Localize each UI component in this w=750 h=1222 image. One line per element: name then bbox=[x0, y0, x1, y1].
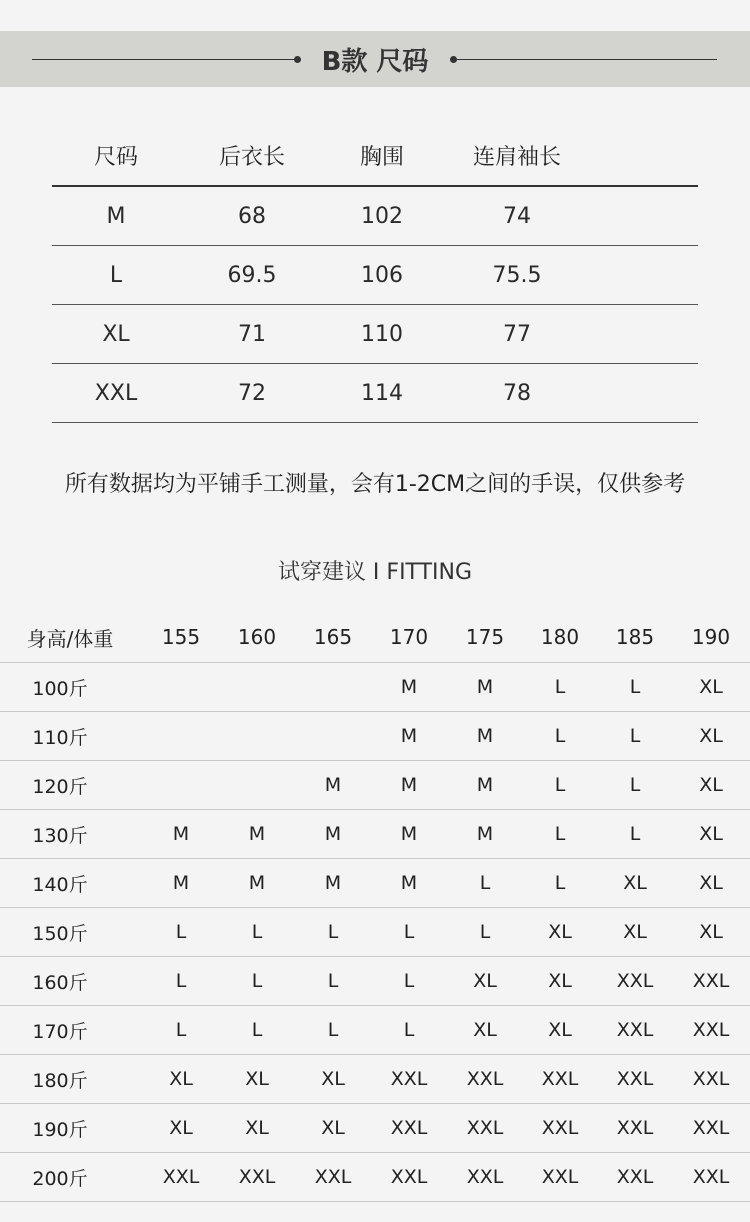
fitting-size-cell: L bbox=[403, 1019, 415, 1041]
fitting-size-cell: XL bbox=[623, 872, 647, 894]
fitting-size-cell: XXL bbox=[692, 1019, 730, 1041]
fitting-table-row bbox=[0, 859, 750, 908]
fitting-size-cell: L bbox=[629, 676, 641, 698]
fitting-size-cell: L bbox=[175, 1019, 187, 1041]
fitting-height-header: 170 bbox=[389, 625, 429, 649]
fitting-title: 试穿建议 I FITTING bbox=[277, 560, 473, 585]
fitting-size-cell: M bbox=[476, 676, 494, 698]
fitting-size-cell: XL bbox=[699, 774, 723, 796]
fitting-size-cell: L bbox=[554, 823, 566, 845]
fitting-size-cell: XXL bbox=[692, 1166, 730, 1188]
fitting-size-cell: XL bbox=[548, 970, 572, 992]
fitting-size-cell: M bbox=[476, 725, 494, 747]
size-header-cell: 胸围 bbox=[359, 144, 404, 170]
fitting-size-cell: M bbox=[400, 774, 418, 796]
size-cell: 74 bbox=[503, 203, 531, 229]
fitting-size-cell: M bbox=[400, 823, 418, 845]
fitting-size-cell: XXL bbox=[466, 1068, 504, 1090]
banner-line-right bbox=[455, 59, 717, 60]
fitting-size-cell: M bbox=[248, 872, 266, 894]
fitting-size-cell: XL bbox=[245, 1117, 269, 1139]
fitting-table-row bbox=[0, 663, 750, 712]
size-table-row bbox=[52, 364, 698, 423]
size-table-row bbox=[52, 187, 698, 246]
size-table bbox=[52, 125, 698, 423]
fitting-size-cell: XL bbox=[623, 921, 647, 943]
fitting-size-cell: XXL bbox=[616, 1166, 654, 1188]
fitting-size-cell: XXL bbox=[616, 1117, 654, 1139]
fitting-size-cell: L bbox=[629, 823, 641, 845]
fitting-height-header: 185 bbox=[615, 625, 655, 649]
fitting-size-cell: M bbox=[324, 774, 342, 796]
fitting-weight-label: 150斤 bbox=[32, 922, 88, 945]
banner-dot-left bbox=[294, 56, 301, 63]
fitting-size-cell: M bbox=[400, 725, 418, 747]
fitting-size-cell bbox=[146, 663, 216, 711]
fitting-size-cell: M bbox=[400, 676, 418, 698]
fitting-size-cell: L bbox=[554, 725, 566, 747]
size-cell: 102 bbox=[361, 203, 403, 229]
fitting-size-cell: XXL bbox=[541, 1117, 579, 1139]
fitting-size-cell: XL bbox=[699, 725, 723, 747]
fitting-size-cell: XL bbox=[699, 872, 723, 894]
banner-title: B款 尺码 bbox=[321, 47, 429, 77]
fitting-size-cell: XXL bbox=[314, 1166, 352, 1188]
fitting-size-cell: XL bbox=[321, 1117, 345, 1139]
fitting-size-cell: L bbox=[327, 970, 339, 992]
fitting-size-cell: L bbox=[327, 1019, 339, 1041]
fitting-size-cell: XXL bbox=[390, 1166, 428, 1188]
size-cell: XL bbox=[102, 321, 130, 347]
fitting-size-cell: XL bbox=[169, 1117, 193, 1139]
fitting-size-cell: M bbox=[248, 823, 266, 845]
fitting-height-header: 180 bbox=[540, 625, 580, 649]
fitting-size-cell: L bbox=[479, 872, 491, 894]
fitting-size-cell: XXL bbox=[162, 1166, 200, 1188]
size-cell: M bbox=[106, 203, 126, 229]
size-cell: 69.5 bbox=[227, 262, 277, 288]
fitting-size-cell: M bbox=[324, 823, 342, 845]
size-cell: 75.5 bbox=[492, 262, 542, 288]
fitting-size-cell: L bbox=[554, 872, 566, 894]
size-header-cell: 连肩袖长 bbox=[472, 144, 561, 170]
size-cell: 72 bbox=[238, 380, 266, 406]
fitting-weight-label: 120斤 bbox=[32, 775, 88, 798]
fitting-size-cell: XXL bbox=[541, 1068, 579, 1090]
fitting-size-cell: XXL bbox=[616, 1068, 654, 1090]
fitting-table-row bbox=[0, 957, 750, 1006]
fitting-height-header: 160 bbox=[237, 625, 277, 649]
fitting-size-cell: L bbox=[629, 774, 641, 796]
fitting-size-cell: L bbox=[327, 921, 339, 943]
fitting-size-cell: M bbox=[172, 823, 190, 845]
fitting-height-header: 155 bbox=[161, 625, 201, 649]
fitting-size-cell bbox=[146, 712, 216, 760]
fitting-size-cell: M bbox=[476, 774, 494, 796]
fitting-size-cell: L bbox=[403, 970, 415, 992]
size-cell: 68 bbox=[238, 203, 266, 229]
size-header-cell: 尺码 bbox=[93, 144, 138, 170]
fitting-size-cell: XXL bbox=[692, 1068, 730, 1090]
fitting-size-cell: L bbox=[554, 676, 566, 698]
fitting-weight-label: 190斤 bbox=[32, 1118, 88, 1141]
fitting-height-header: 190 bbox=[691, 625, 731, 649]
fitting-weight-label: 110斤 bbox=[32, 726, 88, 749]
size-cell: 110 bbox=[361, 321, 403, 347]
size-table-row bbox=[52, 305, 698, 364]
fitting-table-row bbox=[0, 761, 750, 810]
fitting-size-cell bbox=[146, 761, 216, 809]
fitting-size-cell bbox=[298, 712, 368, 760]
fitting-size-cell: M bbox=[172, 872, 190, 894]
fitting-size-cell: XXL bbox=[616, 970, 654, 992]
fitting-table-row bbox=[0, 908, 750, 957]
fitting-size-cell: XL bbox=[548, 921, 572, 943]
fitting-size-cell: XL bbox=[473, 1019, 497, 1041]
size-cell: XXL bbox=[94, 380, 138, 406]
fitting-table-row bbox=[0, 1006, 750, 1055]
size-table-header bbox=[52, 125, 698, 187]
fitting-table-row bbox=[0, 1055, 750, 1104]
fitting-size-cell: XL bbox=[169, 1068, 193, 1090]
fitting-size-cell bbox=[222, 761, 292, 809]
fitting-size-cell: M bbox=[476, 823, 494, 845]
fitting-table bbox=[0, 612, 750, 1202]
size-cell: L bbox=[109, 262, 123, 288]
fitting-size-cell: XL bbox=[473, 970, 497, 992]
fitting-size-cell: XL bbox=[321, 1068, 345, 1090]
fitting-size-cell: L bbox=[629, 725, 641, 747]
fitting-size-cell: XXL bbox=[390, 1068, 428, 1090]
fitting-size-cell: XXL bbox=[692, 1117, 730, 1139]
fitting-corner-label: 身高/体重 bbox=[26, 626, 114, 651]
fitting-height-header: 165 bbox=[313, 625, 353, 649]
fitting-size-cell: XL bbox=[699, 921, 723, 943]
fitting-weight-label: 170斤 bbox=[32, 1020, 88, 1043]
fitting-size-cell: L bbox=[251, 1019, 263, 1041]
fitting-size-cell: L bbox=[175, 921, 187, 943]
fitting-table-row bbox=[0, 1104, 750, 1153]
size-cell: 71 bbox=[238, 321, 266, 347]
fitting-size-cell: XXL bbox=[466, 1166, 504, 1188]
fitting-size-cell: XXL bbox=[692, 970, 730, 992]
fitting-size-cell: XL bbox=[699, 823, 723, 845]
fitting-table-row bbox=[0, 1153, 750, 1202]
fitting-size-cell bbox=[298, 663, 368, 711]
size-table-row bbox=[52, 246, 698, 305]
fitting-height-header: 175 bbox=[465, 625, 505, 649]
fitting-table-row bbox=[0, 810, 750, 859]
fitting-size-cell: M bbox=[324, 872, 342, 894]
fitting-size-cell: XXL bbox=[541, 1166, 579, 1188]
fitting-size-cell: XXL bbox=[616, 1019, 654, 1041]
fitting-weight-label: 200斤 bbox=[32, 1167, 88, 1190]
fitting-size-cell: XL bbox=[699, 676, 723, 698]
measurement-note: 所有数据均为平铺手工测量，会有1-2CM之间的手误，仅供参考 bbox=[64, 472, 686, 497]
section-banner bbox=[0, 31, 750, 87]
fitting-size-cell: L bbox=[479, 921, 491, 943]
size-header-cell: 后衣长 bbox=[218, 144, 285, 170]
fitting-size-cell bbox=[222, 663, 292, 711]
top-spacer bbox=[0, 0, 750, 31]
fitting-weight-label: 100斤 bbox=[32, 677, 88, 700]
fitting-size-cell: M bbox=[400, 872, 418, 894]
size-cell: 77 bbox=[503, 321, 531, 347]
size-cell: 114 bbox=[361, 380, 403, 406]
fitting-weight-label: 140斤 bbox=[32, 873, 88, 896]
fitting-size-cell: XL bbox=[245, 1068, 269, 1090]
fitting-size-cell: XL bbox=[548, 1019, 572, 1041]
fitting-size-cell bbox=[222, 712, 292, 760]
banner-line-left bbox=[32, 59, 297, 60]
size-cell: 78 bbox=[503, 380, 531, 406]
fitting-size-cell: L bbox=[403, 921, 415, 943]
fitting-size-cell: L bbox=[175, 970, 187, 992]
fitting-table-header bbox=[0, 612, 750, 663]
fitting-size-cell: XXL bbox=[390, 1117, 428, 1139]
fitting-size-cell: XXL bbox=[238, 1166, 276, 1188]
size-cell: 106 bbox=[361, 262, 403, 288]
fitting-size-cell: L bbox=[251, 921, 263, 943]
fitting-size-cell: L bbox=[251, 970, 263, 992]
fitting-size-cell: XXL bbox=[466, 1117, 504, 1139]
fitting-size-cell: L bbox=[554, 774, 566, 796]
fitting-table-row bbox=[0, 712, 750, 761]
fitting-weight-label: 180斤 bbox=[32, 1069, 88, 1092]
fitting-weight-label: 130斤 bbox=[32, 824, 88, 847]
fitting-weight-label: 160斤 bbox=[32, 971, 88, 994]
